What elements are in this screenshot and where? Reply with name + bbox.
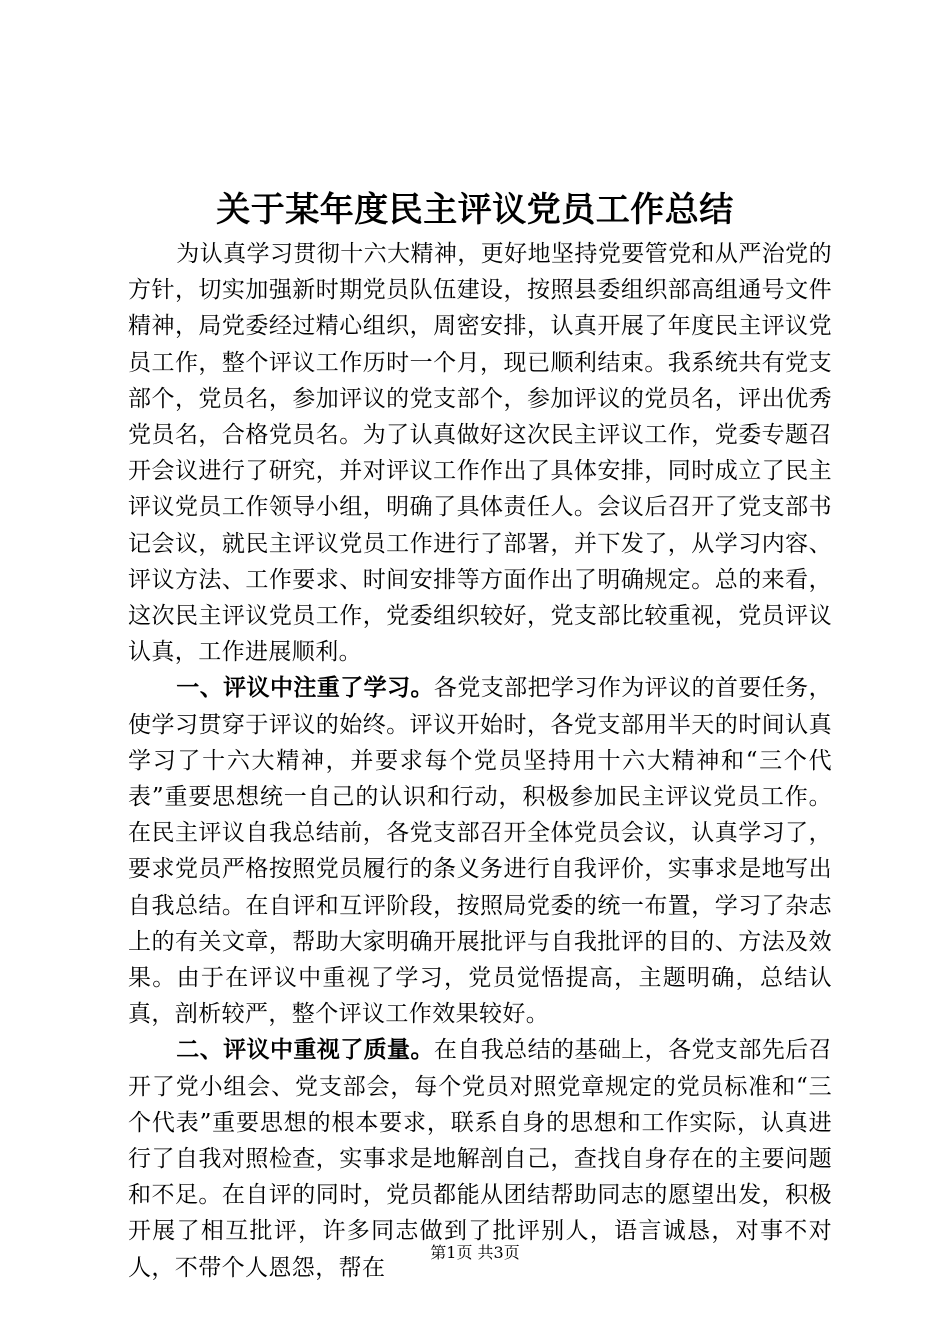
paragraph-section-1 — [128, 670, 832, 1032]
document-title: 关于某年度民主评议党员工作总结 — [216, 190, 734, 230]
page-footer: 第1页 共3页 — [430, 1243, 520, 1262]
document-body — [128, 236, 832, 1286]
paragraph-text: 在自我总结的基础上，各党支部先后召开了党小组会、党支部会，每个党员对照党章规定的党员标准和“三个代表”重要思想的根本要求，联系自身的思想和工作实际，认真进行了自我对照检查，实事求是地解剖自己，查找自身存在的主要问题和不足。在自评的同时，党员都能从团结帮助同志的愿望出发，积极开展了相互批评，许多同志做到了批评别人，语言诚恳，对事不对人，不带个人恩怨，帮在 — [128, 1037, 832, 1281]
paragraph-text: 为认真学习贯彻十六大精神，更好地坚持党要管党和从严治党的方针，切实加强新时期党员队伍建设，按照县委组织部高组通号文件精神，局党委经过精心组织，周密安排，认真开展了年度民主评议党员工作，整个评议工作历时一个月，现已顺利结束。我系统共有党支部个，党员名，参加评议的党支部个，参加评议的党员名，评出优秀党员名，合格党员名。为了认真做好这次民主评议工作，党委专题召开会议进行了研究，并对评议工作作出了具体安排，同时成立了民主评议党员工作领导小组，明确了具体责任人。会议后召开了党支部书记会议，就民主评议党员工作进行了部署，并下发了，从学习内容、评议方法、工作要求、时间安排等方面作出了明确规定。总的来看，这次民主评议党员工作，党委组织较好，党支部比较重视，党员评议认真，工作进展顺利。 — [128, 241, 832, 666]
paragraph-intro — [128, 236, 832, 670]
paragraph-text: 各党支部把学习作为评议的首要任务，使学习贯穿于评议的始终。评议开始时，各党支部用半天的时间认真学习了十六大精神，并要求每个党员坚持用十六大精神和“三个代表”重要思想统一自己的认识和行动，积极参加民主评议党员工作。在民主评议自我总结前，各党支部召开全体党员会议，认真学习了，要求党员严格按照党员履行的条义务进行自我评价，实事求是地写出自我总结。在自评和互评阶段，按照局党委的统一布置，学习了杂志上的有关文章，帮助大家明确开展批评与自我批评的目的、方法及效果。由于在评议中重视了学习，党员觉悟提高，主题明确，总结认真，剖析较严，整个评议工作效果较好。 — [128, 675, 832, 1028]
section-heading: 一、评议中注重了学习。 — [176, 675, 434, 702]
section-heading: 二、评议中重视了质量。 — [176, 1037, 434, 1064]
